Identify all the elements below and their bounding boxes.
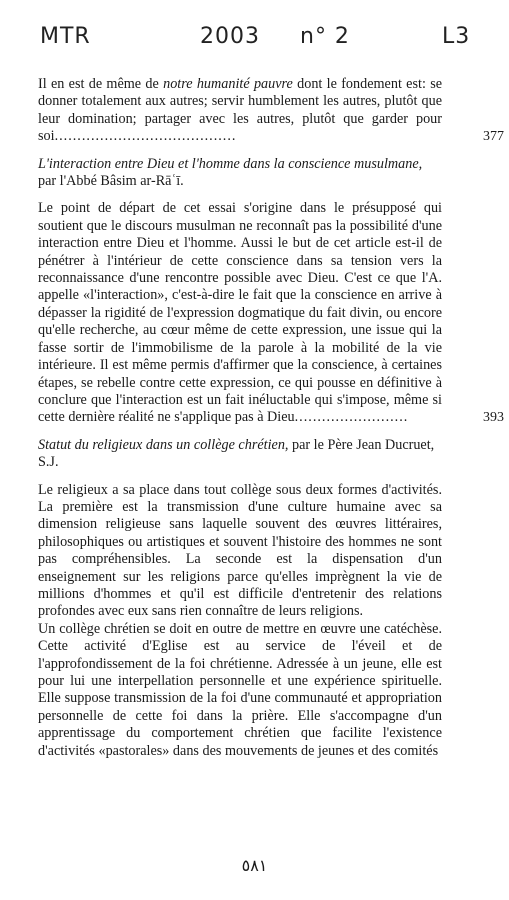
article-title: L'interaction entre Dieu et l'homme dans la conscience musulmane, bbox=[38, 155, 423, 172]
summary-paragraph-1: Le religieux a sa place dans tout collège sous deux formes d'activités. La première est la transmission d'une culture humaine avec sa dimension religieuse sans laquelle souvent des œuvres littéraires, philosophiques ou artistiques et souvent l'histoire des hommes ne sont pas compréhensibles. La seconde est la dispensation d'un enseignement sur les religions parce qu'elles imprègnent la vie de millions d'hommes et qu'il est difficile d'entretenir des relations profondes avec eux sans rien connaître de leurs religions. bbox=[38, 481, 442, 620]
article-heading-statut bbox=[38, 437, 442, 472]
article-heading-interaction bbox=[38, 156, 442, 191]
leader-dots: ......................... bbox=[294, 409, 409, 426]
page-content bbox=[38, 76, 504, 770]
article-summary-interaction bbox=[38, 200, 504, 426]
page-folio-arabic: ٥٨١ bbox=[241, 856, 268, 875]
handwritten-mark: L3 bbox=[442, 24, 471, 49]
page-number-377: 377 bbox=[483, 129, 504, 145]
entry-italic-phrase: notre humanité pauvre bbox=[163, 76, 293, 92]
article-summary-statut bbox=[38, 482, 442, 761]
handwritten-code: MTR bbox=[40, 24, 91, 49]
handwritten-year: 2003 bbox=[200, 24, 260, 49]
summary-body: Le point de départ de cet essai s'origine dans le présupposé qui soutient que le discours musulman ne reconnaît pas la possibilité d'une interaction entre Dieu et l'homme. Aussi le but de cet article est-il de pénétrer à l'intérieur de cette conscience dans sa tension vers la reconnaissance d'une rencontre possible avec Dieu. C'est ce que l'A. appelle «l'interaction», c'est-à-dire le fait que la conscience en arrive à dépasser la rigidité de l'expression dogmatique du fait divin, ou encore qu'elle recherche, au cœur même de cette expression, une issue qui la fasse sortir de l'immobilisme de la parole à la mobilité de la vie intérieure. Il est même permis d'affirmer que la conscience, à certaines étapes, se rebelle contre cette expression, ce qui pousse en définitive à conclure que l'interaction est un fait inéluctable qui s'impose, même si cette dernière réalité ne s'applique pas à Dieu bbox=[38, 200, 442, 426]
entry-text-start: Il en est de même de bbox=[38, 76, 164, 92]
entry-text bbox=[38, 76, 442, 146]
handwritten-issue: n° 2 bbox=[300, 24, 350, 49]
article-title: Statut du religieux dans un collège chrétien, bbox=[38, 436, 289, 453]
summary-text bbox=[38, 200, 442, 426]
article-author: par l'Abbé Bâsim ar-Rāʿī. bbox=[38, 173, 184, 190]
page-number-393: 393 bbox=[483, 410, 504, 426]
leader-dots: ........................................ bbox=[54, 128, 237, 145]
article-author: par le Père Jean Ducruet, S.J. bbox=[38, 436, 435, 471]
summary-paragraph-2: Un collège chrétien se doit en outre de mettre en œuvre une catéchèse. Cette activité d'Eglise est au service de l'éveil et de l'approfondissement de la foi chrétienne. Adressée à un jeune, elle est pour lui une interpellation personnelle et une expérience spirituelle. Elle suppose transmission de la foi d'une communauté et appropriation personnelle de cette foi dans la prière. Elle s'accompagne d'un apprentissage du comportement chrétien que facilite l'existence d'activités «pastorales» dans des mouvements de jeunes et des comités bbox=[38, 620, 442, 759]
entry-text-end: dont le fondement est: se donner totalement aux autres; servir humblement les autres, plutôt que leur domination; partager avec les autres, plutôt que garder pour soi bbox=[38, 76, 443, 145]
entry-humanite-pauvre bbox=[38, 76, 504, 146]
